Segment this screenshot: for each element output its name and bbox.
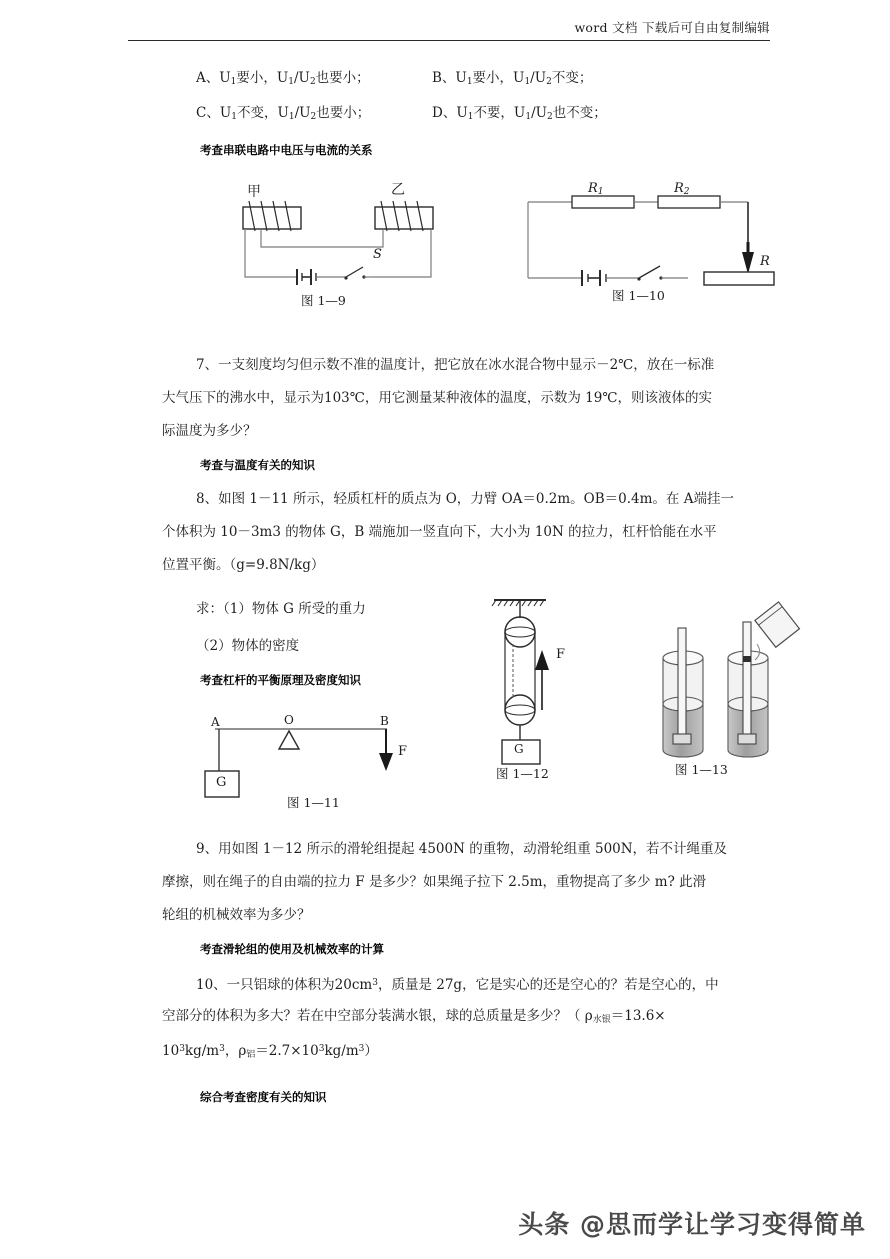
pulley-weight-label-g: G [514,742,524,756]
r1-sub: 1 [597,187,604,197]
choice-c [196,105,370,125]
q10-l1-a: 10、一只铝球的体积为20cm [196,977,373,993]
answer-key-q7: 考查与温度有关的知识 [200,458,315,472]
figure-1-13-caption: 图 1—13 [675,762,728,777]
choice-c-sub1: 1 [231,112,237,122]
lever-point-o: O [284,713,294,727]
choice-c-end: 也要小； [316,105,371,121]
page-header [128,18,770,41]
question-10-line-3 [162,1041,378,1063]
question-8-ask-2: （2）物体的密度 [196,638,300,654]
answer-key-q8: 考查杠杆的平衡原理及密度知识 [200,673,361,687]
r1-letter: R [588,181,598,196]
header-text: word 文档 下载后可自由复制编辑 [574,20,770,35]
q10-l1-b: ，质量是 27g，它是实心的还是空心的？若是空心的，中 [377,977,719,993]
q10-l3-e: kg/m [324,1043,359,1059]
lever-point-a: A [211,715,220,729]
q10-l3-a: 10 [162,1043,180,1059]
question-10-line-2 [162,1008,666,1028]
figure-1-9 [205,182,470,308]
choice-a-sub1: 1 [230,77,237,87]
choice-b-slash: /U [530,70,547,86]
q10-l3-f: ） [364,1043,378,1059]
question-9-line-2: 摩擦，则在绳子的自由端的拉力 F 是多少？如果绳子拉下 2.5m，重物提高了多少 m? 此滑 [162,874,707,890]
question-7-line-3: 际温度为多少？ [162,423,257,439]
choice-c-slash: /U [294,105,311,121]
choice-d-end: 也不变； [552,105,607,121]
choice-a-sub3: 2 [309,77,316,87]
choice-d-mid: 不要，U [473,105,526,121]
choice-a-slash: /U [294,70,310,86]
q10-l3-sup1: 3 [179,1044,185,1054]
lever-point-b: B [380,714,389,728]
choice-d-slash: /U [531,105,547,121]
choice-c-sub2: 1 [288,112,295,122]
q10-l3-sub: 铝 [246,1050,256,1060]
choice-b-sub2: 1 [524,77,531,87]
choice-a-end: 也要小； [315,70,370,86]
question-9-line-1: 9、用如图 1－12 所示的滑轮组提起 4500N 的重物，动滑轮组重 500N，若不计绳重及 [196,841,728,857]
choice-b-sub1: 1 [466,77,473,87]
choice-d-pre: D、U [432,105,468,121]
choice-c-mid: 不变，U [236,105,289,121]
question-7-line-1: 7、一支刻度均匀但示数不准的温度计，把它放在冰水混合物中显示－2℃，放在一标准 [196,357,715,373]
r2-sub: 2 [683,187,690,197]
choice-a-sub2: 1 [288,77,294,87]
choice-d-sub3: 2 [547,112,553,122]
pulley-force-label-f: F [556,647,566,662]
question-8-line-2: 个体积为 10－3m3 的物体 G，B 端施加一竖直向下，大小为 10N 的拉力，杠杆恰能在水平 [162,524,717,540]
figure-1-11 [205,705,445,810]
question-8-line-3: 位置平衡。（g=9.8N/kg） [162,557,325,573]
r2-letter: R [674,181,684,196]
lever-weight-label-g: G [216,775,227,790]
q10-l3-sup3: 3 [318,1044,325,1054]
q10-l2-a: 空部分的体积为多大？若在中空部分装满水银，球的总质量是多少？（ ρ [162,1008,593,1024]
q10-l1-sup: 3 [372,978,378,988]
figure-1-10 [520,181,780,303]
choice-b [432,70,592,90]
resistor-label-r2 [674,181,690,197]
figure-1-12 [480,592,600,781]
q10-l2-sub: 水银 [592,1015,611,1025]
choice-c-sub3: 2 [310,112,317,122]
coil-label-yi: 乙 [391,182,405,198]
switch-label-s: S [373,247,382,262]
choice-b-end: 不变； [551,70,593,86]
rheostat-label-r: R [760,254,770,269]
choice-d-sub1: 1 [467,112,474,122]
q10-l3-sup4: 3 [358,1044,365,1054]
question-8-ask-1: 求：（1）物体 G 所受的重力 [196,601,366,617]
question-7-line-2: 大气压下的沸水中，显示为103℃，用它测量某种液体的温度，示数为 19℃，则该液体的实 [162,390,712,406]
choice-c-pre: C、U [196,105,232,121]
lever-force-label-f: F [398,744,408,759]
coil-label-jia: 甲 [247,184,261,200]
q10-l3-c: ，ρ [224,1043,247,1059]
figure-1-12-caption: 图 1—12 [496,766,549,781]
choice-a [196,70,370,90]
q10-l2-b: ＝13.6× [610,1008,666,1024]
choice-d [432,105,607,125]
figure-1-11-caption: 图 1—11 [287,795,340,810]
header-divider [128,40,770,41]
resistor-label-r1 [588,181,604,197]
question-8-line-1: 8、如图 1－11 所示，轻质杠杆的质点为 O，力臂 OA＝0.2m。OB＝0.4m。在 A端挂一 [196,491,734,507]
choice-a-mid: 要小，U [236,70,289,86]
choice-b-pre: B、U [432,70,467,86]
q10-l3-d: ＝2.7×10 [255,1043,319,1059]
question-10-line-1 [196,975,719,993]
answer-key-q10: 综合考查密度有关的知识 [200,1090,327,1104]
choice-a-pre: A、U [196,70,231,86]
question-9-line-3: 轮组的机械效率为多少？ [162,907,311,923]
choice-d-sub2: 1 [525,112,532,122]
q10-l3-sup2: 3 [219,1044,225,1054]
figure-1-13 [645,600,800,777]
answer-key-q6: 考查串联电路中电压与电流的关系 [200,143,373,157]
watermark: 头条 @思而学让学习变得简单 [518,1210,866,1239]
figure-1-10-caption: 图 1—10 [612,288,665,303]
answer-key-q9: 考查滑轮组的使用及机械效率的计算 [200,942,384,956]
q10-l3-b: kg/m [184,1043,220,1059]
choice-b-mid: 要小，U [472,70,525,86]
choice-b-sub3: 2 [546,77,552,87]
figure-1-9-caption: 图 1—9 [301,293,346,308]
